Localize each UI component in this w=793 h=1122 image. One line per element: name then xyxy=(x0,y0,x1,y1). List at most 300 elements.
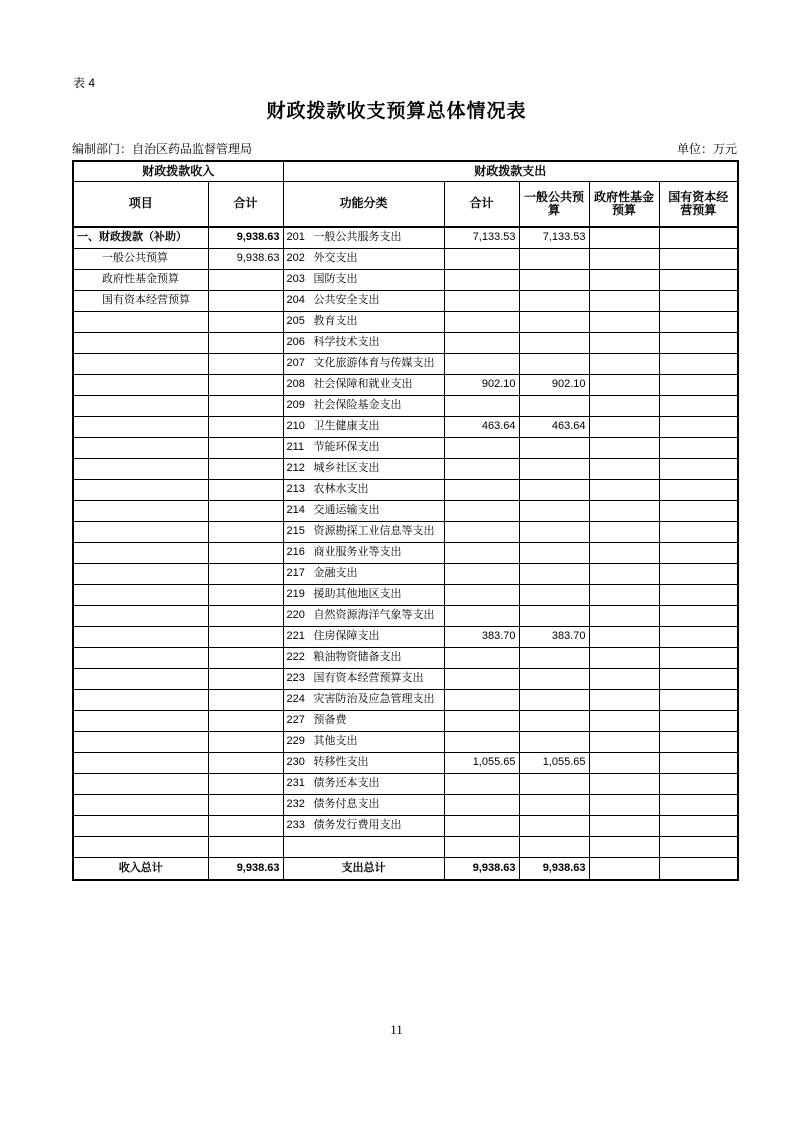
expense-general-budget-cell xyxy=(519,290,589,311)
function-name: 科学技术支出 xyxy=(313,336,380,348)
expense-general-budget-cell xyxy=(519,689,589,710)
expense-state-capital-budget-cell xyxy=(659,626,738,647)
expense-general-budget-cell xyxy=(519,794,589,815)
income-item-cell: 一般公共预算 xyxy=(73,248,208,269)
expense-general-budget-cell xyxy=(519,836,589,857)
expense-general-budget-cell: 902.10 xyxy=(519,374,589,395)
income-total-cell xyxy=(208,395,283,416)
expense-state-capital-budget-cell xyxy=(659,731,738,752)
expense-state-capital-budget-cell xyxy=(659,332,738,353)
income-total-cell xyxy=(208,311,283,332)
expense-gov-fund-budget-cell xyxy=(589,689,659,710)
income-item-cell xyxy=(73,752,208,773)
expense-total-cell xyxy=(444,290,519,311)
budget-table xyxy=(72,160,739,881)
function-code: 217 xyxy=(286,567,305,579)
expense-function-cell xyxy=(283,458,444,479)
income-item-cell xyxy=(73,563,208,584)
income-item-cell xyxy=(73,710,208,731)
expense-total-cell xyxy=(444,710,519,731)
table-row xyxy=(73,479,738,500)
expense-gov-fund-budget-cell xyxy=(589,395,659,416)
table-row xyxy=(73,605,738,626)
header-income-group: 财政拨款收入 xyxy=(73,161,283,181)
expense-general-budget-cell xyxy=(519,815,589,836)
expense-gov-fund-budget-cell xyxy=(589,248,659,269)
income-item-cell: 国有资本经营预算 xyxy=(73,290,208,311)
income-item-cell xyxy=(73,437,208,458)
table-row xyxy=(73,437,738,458)
income-total-cell xyxy=(208,332,283,353)
col-header-gov-fund-budget: 政府性基金预算 xyxy=(589,181,659,227)
expense-state-capital-budget-cell xyxy=(659,794,738,815)
function-code: 210 xyxy=(286,420,305,432)
function-name: 债务发行费用支出 xyxy=(313,819,402,831)
expense-function-cell xyxy=(283,332,444,353)
expense-general-budget-cell xyxy=(519,269,589,290)
income-total-cell xyxy=(208,290,283,311)
expense-total-cell xyxy=(444,500,519,521)
income-total-cell xyxy=(208,584,283,605)
table-row xyxy=(73,542,738,563)
table-row xyxy=(73,731,738,752)
expense-state-capital-budget-cell xyxy=(659,353,738,374)
income-item-cell xyxy=(73,605,208,626)
expense-state-capital-budget-cell xyxy=(659,563,738,584)
expense-function-cell xyxy=(283,731,444,752)
function-name: 国防支出 xyxy=(313,273,358,285)
function-name: 城乡社区支出 xyxy=(313,462,380,474)
expense-total-cell xyxy=(444,731,519,752)
function-name: 外交支出 xyxy=(313,252,358,264)
col-header-expense-total: 合计 xyxy=(444,181,519,227)
page-title: 财政拨款收支预算总体情况表 xyxy=(266,101,527,122)
function-code: 209 xyxy=(286,399,305,411)
expense-function-cell xyxy=(283,626,444,647)
expense-state-capital-budget-cell xyxy=(659,311,738,332)
function-name: 灾害防治及应急管理支出 xyxy=(313,693,435,705)
expense-function-cell xyxy=(283,248,444,269)
function-code: 231 xyxy=(286,777,305,789)
expense-function-cell xyxy=(283,395,444,416)
expense-gov-fund-budget-cell xyxy=(589,836,659,857)
expense-total-value: 9,938.63 xyxy=(444,857,519,880)
function-code: 213 xyxy=(286,483,305,495)
expense-function-cell xyxy=(283,605,444,626)
income-total-cell xyxy=(208,353,283,374)
expense-gov-fund-budget-cell xyxy=(589,668,659,689)
expense-state-capital-budget-cell xyxy=(659,290,738,311)
expense-general-budget-cell xyxy=(519,647,589,668)
table-number-label: 表 4 xyxy=(73,76,96,90)
expense-function-cell xyxy=(283,353,444,374)
income-total-cell xyxy=(208,437,283,458)
income-item-cell xyxy=(73,647,208,668)
expense-general-budget-cell xyxy=(519,710,589,731)
expense-function-cell xyxy=(283,689,444,710)
expense-state-capital-budget-cell xyxy=(659,248,738,269)
function-name: 一般公共服务支出 xyxy=(313,231,402,244)
expense-gov-fund-budget-cell xyxy=(589,227,659,248)
expense-general-budget-cell xyxy=(519,479,589,500)
function-name: 教育支出 xyxy=(313,315,358,327)
income-item-cell xyxy=(73,689,208,710)
expense-state-capital-budget-cell xyxy=(659,752,738,773)
table-row xyxy=(73,563,738,584)
income-item-cell xyxy=(73,500,208,521)
expense-total-cell xyxy=(444,584,519,605)
function-name: 节能环保支出 xyxy=(313,441,380,453)
income-total-cell: 9,938.63 xyxy=(208,248,283,269)
function-code: 223 xyxy=(286,672,305,684)
expense-function-cell xyxy=(283,416,444,437)
income-item-cell xyxy=(73,584,208,605)
expense-total-cell xyxy=(444,836,519,857)
expense-function-cell xyxy=(283,500,444,521)
expense-gov-fund-budget-cell xyxy=(589,332,659,353)
col-header-function-class: 功能分类 xyxy=(283,181,444,227)
function-name: 交通运输支出 xyxy=(313,504,380,516)
expense-gov-fund-budget-cell xyxy=(589,731,659,752)
function-code: 204 xyxy=(286,294,305,306)
function-code: 211 xyxy=(286,441,305,453)
expense-gov-fund-budget-cell xyxy=(589,605,659,626)
expense-state-capital-budget-cell xyxy=(659,710,738,731)
function-name: 援助其他地区支出 xyxy=(313,588,402,600)
income-item-cell xyxy=(73,479,208,500)
function-code: 208 xyxy=(286,378,305,390)
expense-fund-total-value xyxy=(589,857,659,880)
income-item-cell xyxy=(73,542,208,563)
expense-general-total-value: 9,938.63 xyxy=(519,857,589,880)
income-item-cell xyxy=(73,395,208,416)
header-expenditure-group: 财政拨款支出 xyxy=(283,161,738,181)
income-item-cell: 一、财政拨款（补助） xyxy=(73,227,208,248)
income-item-cell xyxy=(73,836,208,857)
expense-gov-fund-budget-cell xyxy=(589,521,659,542)
expense-general-budget-cell: 1,055.65 xyxy=(519,752,589,773)
income-total-cell xyxy=(208,668,283,689)
function-name: 文化旅游体育与传媒支出 xyxy=(313,357,435,369)
expense-gov-fund-budget-cell xyxy=(589,794,659,815)
expense-state-capital-budget-cell xyxy=(659,836,738,857)
expense-function-cell xyxy=(283,647,444,668)
income-total-cell xyxy=(208,500,283,521)
expense-total-cell xyxy=(444,647,519,668)
expense-state-capital-budget-cell xyxy=(659,689,738,710)
expense-gov-fund-budget-cell xyxy=(589,815,659,836)
expense-general-budget-cell xyxy=(519,395,589,416)
expense-general-budget-cell: 383.70 xyxy=(519,626,589,647)
income-total-cell xyxy=(208,647,283,668)
expense-state-capital-budget-cell xyxy=(659,584,738,605)
expense-gov-fund-budget-cell xyxy=(589,458,659,479)
expense-general-budget-cell xyxy=(519,437,589,458)
function-code: 202 xyxy=(286,252,305,264)
expense-gov-fund-budget-cell xyxy=(589,563,659,584)
function-name: 自然资源海洋气象等支出 xyxy=(313,609,435,621)
expense-function-cell xyxy=(283,542,444,563)
expense-function-cell xyxy=(283,668,444,689)
expense-total-cell xyxy=(444,458,519,479)
expense-total-cell xyxy=(444,794,519,815)
income-total-cell xyxy=(208,374,283,395)
function-code: 207 xyxy=(286,357,305,369)
col-header-state-capital-budget: 国有资本经营预算 xyxy=(659,181,738,227)
expense-total-cell xyxy=(444,605,519,626)
expense-total-cell xyxy=(444,332,519,353)
income-item-cell: 政府性基金预算 xyxy=(73,269,208,290)
table-body xyxy=(73,227,738,857)
expense-state-capital-budget-cell xyxy=(659,416,738,437)
table-row xyxy=(73,689,738,710)
table-row xyxy=(73,248,738,269)
table-meta xyxy=(72,140,737,157)
table-row xyxy=(73,500,738,521)
function-name: 农林水支出 xyxy=(313,483,369,495)
income-total-cell xyxy=(208,521,283,542)
income-total-cell xyxy=(208,794,283,815)
income-total-cell xyxy=(208,605,283,626)
expense-general-budget-cell xyxy=(519,311,589,332)
function-name: 粮油物资储备支出 xyxy=(313,651,402,663)
expense-total-cell xyxy=(444,269,519,290)
expense-function-cell xyxy=(283,521,444,542)
table-row xyxy=(73,710,738,731)
expense-total-cell xyxy=(444,542,519,563)
expense-gov-fund-budget-cell xyxy=(589,353,659,374)
table-row xyxy=(73,416,738,437)
table-row xyxy=(73,290,738,311)
table-row xyxy=(73,647,738,668)
expense-gov-fund-budget-cell xyxy=(589,752,659,773)
expense-gov-fund-budget-cell xyxy=(589,416,659,437)
expense-total-label: 支出总计 xyxy=(283,857,444,880)
table-row xyxy=(73,353,738,374)
expense-general-budget-cell xyxy=(519,521,589,542)
expense-gov-fund-budget-cell xyxy=(589,437,659,458)
expense-general-budget-cell xyxy=(519,584,589,605)
expense-function-cell xyxy=(283,815,444,836)
function-name: 债务还本支出 xyxy=(313,777,380,789)
income-total-cell: 9,938.63 xyxy=(208,227,283,248)
expense-total-cell xyxy=(444,689,519,710)
expense-state-capital-budget-cell xyxy=(659,500,738,521)
income-item-cell xyxy=(73,521,208,542)
unit-label: 单位：万元 xyxy=(676,142,737,156)
expense-gov-fund-budget-cell xyxy=(589,290,659,311)
income-item-cell xyxy=(73,458,208,479)
income-total-cell xyxy=(208,563,283,584)
expense-gov-fund-budget-cell xyxy=(589,626,659,647)
expense-general-budget-cell xyxy=(519,353,589,374)
function-name: 资源勘探工业信息等支出 xyxy=(313,525,435,537)
income-total-cell xyxy=(208,689,283,710)
expense-function-cell xyxy=(283,269,444,290)
expense-gov-fund-budget-cell xyxy=(589,269,659,290)
income-item-cell xyxy=(73,332,208,353)
expense-gov-fund-budget-cell xyxy=(589,500,659,521)
function-code: 224 xyxy=(286,693,305,705)
expense-function-cell xyxy=(283,710,444,731)
expense-total-cell: 463.64 xyxy=(444,416,519,437)
function-name: 卫生健康支出 xyxy=(313,420,380,432)
function-code: 203 xyxy=(286,273,305,285)
expense-total-cell xyxy=(444,479,519,500)
function-code: 229 xyxy=(286,735,305,747)
function-code: 206 xyxy=(286,336,305,348)
income-total-cell xyxy=(208,626,283,647)
expense-general-budget-cell xyxy=(519,731,589,752)
income-item-cell xyxy=(73,773,208,794)
function-name: 社会保障和就业支出 xyxy=(313,378,413,390)
income-item-cell xyxy=(73,731,208,752)
income-total-cell xyxy=(208,710,283,731)
expense-general-budget-cell xyxy=(519,563,589,584)
expense-total-cell xyxy=(444,353,519,374)
function-name: 预备费 xyxy=(313,714,347,726)
function-name: 转移性支出 xyxy=(313,756,369,768)
expense-state-capital-budget-cell xyxy=(659,647,738,668)
expense-state-capital-budget-cell xyxy=(659,374,738,395)
expense-gov-fund-budget-cell xyxy=(589,479,659,500)
function-name: 国有资本经营预算支出 xyxy=(313,672,424,684)
expense-state-capital-budget-cell xyxy=(659,773,738,794)
income-total-cell xyxy=(208,269,283,290)
expense-general-budget-cell xyxy=(519,332,589,353)
expense-state-capital-budget-cell xyxy=(659,269,738,290)
table-row xyxy=(73,521,738,542)
expense-state-capital-budget-cell xyxy=(659,437,738,458)
header-group-row xyxy=(73,161,738,181)
prepared-by-label: 编制部门：自治区药品监督管理局 xyxy=(72,142,253,156)
table-row xyxy=(73,269,738,290)
expense-function-cell xyxy=(283,374,444,395)
income-total-cell xyxy=(208,752,283,773)
income-item-cell xyxy=(73,416,208,437)
income-item-cell xyxy=(73,353,208,374)
expense-function-cell xyxy=(283,584,444,605)
expense-general-budget-cell xyxy=(519,500,589,521)
table-row xyxy=(73,815,738,836)
table-row xyxy=(73,752,738,773)
expense-general-budget-cell: 7,133.53 xyxy=(519,227,589,248)
expense-gov-fund-budget-cell xyxy=(589,374,659,395)
expense-state-capital-budget-cell xyxy=(659,815,738,836)
function-code: 221 xyxy=(286,630,305,642)
expense-state-capital-budget-cell xyxy=(659,479,738,500)
expense-total-cell xyxy=(444,437,519,458)
expense-function-cell xyxy=(283,437,444,458)
function-name: 债务付息支出 xyxy=(313,798,380,810)
income-total-cell xyxy=(208,731,283,752)
expense-total-cell: 7,133.53 xyxy=(444,227,519,248)
header-columns-row xyxy=(73,181,738,227)
expense-state-capital-budget-cell xyxy=(659,395,738,416)
expense-function-cell xyxy=(283,794,444,815)
function-code: 222 xyxy=(286,651,305,663)
expense-gov-fund-budget-cell xyxy=(589,542,659,563)
expense-state-capital-budget-cell xyxy=(659,542,738,563)
income-total-cell xyxy=(208,836,283,857)
income-total-value: 9,938.63 xyxy=(208,857,283,880)
expense-state-capital-budget-cell xyxy=(659,605,738,626)
table-row xyxy=(73,626,738,647)
expense-total-cell: 1,055.65 xyxy=(444,752,519,773)
expense-function-cell xyxy=(283,227,444,248)
function-name: 社会保险基金支出 xyxy=(313,399,402,411)
expense-general-budget-cell xyxy=(519,668,589,689)
function-code: 230 xyxy=(286,756,305,768)
expense-state-capital-budget-cell xyxy=(659,227,738,248)
function-name: 住房保障支出 xyxy=(313,630,380,642)
income-total-cell xyxy=(208,773,283,794)
expense-gov-fund-budget-cell xyxy=(589,311,659,332)
function-name: 其他支出 xyxy=(313,735,358,747)
expense-total-cell xyxy=(444,521,519,542)
expense-total-cell: 383.70 xyxy=(444,626,519,647)
function-name: 公共安全支出 xyxy=(313,294,380,306)
totals-row xyxy=(73,857,738,880)
function-code: 232 xyxy=(286,798,305,810)
expense-total-cell xyxy=(444,311,519,332)
expense-function-cell xyxy=(283,752,444,773)
page-number: 11 xyxy=(390,1022,403,1037)
expense-general-budget-cell xyxy=(519,605,589,626)
function-code: 219 xyxy=(286,588,305,600)
income-item-cell xyxy=(73,794,208,815)
expense-total-cell xyxy=(444,248,519,269)
income-item-cell xyxy=(73,815,208,836)
expense-gov-fund-budget-cell xyxy=(589,647,659,668)
expense-general-budget-cell xyxy=(519,542,589,563)
expense-function-cell xyxy=(283,836,444,857)
expense-function-cell xyxy=(283,773,444,794)
function-name: 金融支出 xyxy=(313,567,358,579)
income-total-label: 收入总计 xyxy=(73,857,208,880)
expense-general-budget-cell xyxy=(519,773,589,794)
expense-total-cell xyxy=(444,773,519,794)
income-item-cell xyxy=(73,626,208,647)
income-total-cell xyxy=(208,416,283,437)
col-header-general-budget: 一般公共预算 xyxy=(519,181,589,227)
expense-general-budget-cell: 463.64 xyxy=(519,416,589,437)
expense-total-cell: 902.10 xyxy=(444,374,519,395)
col-header-item: 项目 xyxy=(73,181,208,227)
table-row xyxy=(73,458,738,479)
expense-state-capital-budget-cell xyxy=(659,458,738,479)
income-item-cell xyxy=(73,668,208,689)
function-code: 201 xyxy=(286,231,305,244)
expense-state-capital-budget-cell xyxy=(659,668,738,689)
expense-function-cell xyxy=(283,311,444,332)
expense-general-budget-cell xyxy=(519,458,589,479)
income-item-cell xyxy=(73,311,208,332)
table-row xyxy=(73,836,738,857)
income-total-cell xyxy=(208,479,283,500)
table-row xyxy=(73,773,738,794)
table-row xyxy=(73,332,738,353)
expense-total-cell xyxy=(444,668,519,689)
expense-total-cell xyxy=(444,563,519,584)
expense-function-cell xyxy=(283,290,444,311)
function-code: 233 xyxy=(286,819,305,831)
expense-function-cell xyxy=(283,479,444,500)
expense-gov-fund-budget-cell xyxy=(589,710,659,731)
expense-capital-total-value xyxy=(659,857,738,880)
income-total-cell xyxy=(208,542,283,563)
expense-total-cell xyxy=(444,815,519,836)
